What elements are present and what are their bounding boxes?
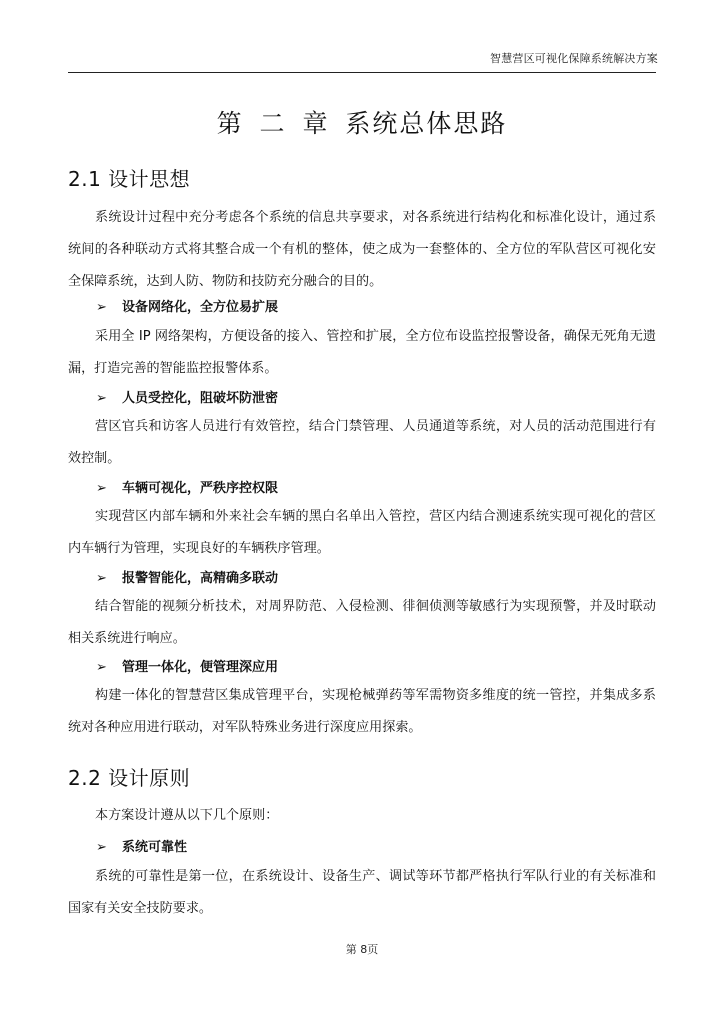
bullet-body-reliability: 系统的可靠性是第一位，在系统设计、设备生产、调试等环节都严格执行军队行业的有关标准和国家有关安全技防要求。 <box>68 869 656 916</box>
bullet-body-vehicle: 实现营区内部车辆和外来社会车辆的黑白名单出入管控，营区内结合测速系统实现可视化的营区内车辆行为管理，实现良好的车辆秩序管理。 <box>68 509 656 556</box>
bullet-heading-text: 报警智能化，高精确多联动 <box>122 571 279 586</box>
bullet-body-alarm: 结合智能的视频分析技术，对周界防范、入侵检测、徘徊侦测等敏感行为实现预警，并及时联动相关系统进行响应。 <box>68 599 656 646</box>
bullet-heading-text: 管理一体化，便管理深应用 <box>122 660 279 675</box>
arrow-bullet-icon: ➢ <box>96 300 107 315</box>
bullet-body-management: 构建一体化的智慧营区集成管理平台，实现枪械弹药等军需物资多维度的统一管控，并集成多系统对各种应用进行联动，对军队特殊业务进行深度应用探索。 <box>68 688 656 735</box>
bullet-heading-alarm <box>96 567 278 586</box>
section-2-1-intro: 系统设计过程中充分考虑各个系统的信息共享要求，对各系统进行结构化和标准化设计，通过系统间的各种联动方式将其整合成一个有机的整体，使之成为一套整体的、全方位的军队营区可视化安全保障系统，达到人防、物防和技防充分融合的目的。 <box>68 210 656 289</box>
bullet-heading-text: 系统可靠性 <box>122 840 188 855</box>
bullet-heading-vehicle <box>96 477 278 496</box>
section-2-2-intro: 本方案设计遵从以下几个原则： <box>95 808 279 823</box>
bullet-body-personnel: 营区官兵和访客人员进行有效管控，结合门禁管理、人员通道等系统，对人员的活动范围进行有效控制。 <box>68 419 656 466</box>
arrow-bullet-icon: ➢ <box>96 840 107 855</box>
page-number: 第 8页 <box>345 943 379 956</box>
bullet-heading-network <box>96 296 278 315</box>
bullet-heading-text: 设备网络化，全方位易扩展 <box>122 300 279 315</box>
running-header: 智慧营区可视化保障系统解决方案 <box>490 52 658 65</box>
bullet-heading-reliability <box>96 836 187 855</box>
section-title-2-2: 2.2 设计原则 <box>68 766 191 790</box>
bullet-heading-management <box>96 656 278 675</box>
bullet-heading-text: 车辆可视化，严秩序控权限 <box>122 481 279 496</box>
arrow-bullet-icon: ➢ <box>96 571 107 586</box>
chapter-title: 第 二 章 系统总体思路 <box>216 109 508 138</box>
header-rule <box>68 72 656 73</box>
arrow-bullet-icon: ➢ <box>96 391 107 406</box>
section-title-2-1: 2.1 设计思想 <box>68 167 191 191</box>
bullet-heading-text: 人员受控化，阻破坏防泄密 <box>122 391 279 406</box>
arrow-bullet-icon: ➢ <box>96 660 107 675</box>
bullet-heading-personnel <box>96 387 278 406</box>
arrow-bullet-icon: ➢ <box>96 481 107 496</box>
bullet-body-network: 采用全 IP 网络架构，方便设备的接入、管控和扩展，全方位布设监控报警设备，确保无死角无遗漏，打造完善的智能监控报警体系。 <box>68 329 656 376</box>
